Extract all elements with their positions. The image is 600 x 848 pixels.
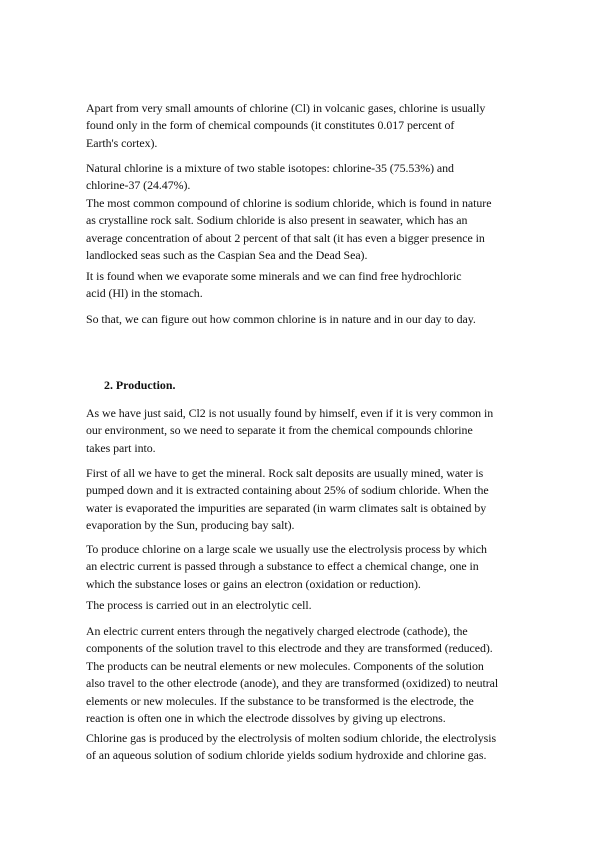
text-line: It is found when we evaporate some minerals and we can find free hydrochloric [86,269,462,283]
text-line: Earth's cortex). [86,135,158,150]
text-line: As we have just said, Cl2 is not usually found by himself, even if it is very common in [86,406,494,420]
text-line: landlocked seas such as the Caspian Sea and the Dead Sea). [86,248,368,263]
text-line: an electric current is passed through a substance to effect a chemical change, one in [86,559,479,574]
text-line: chlorine-37 (24.47%). [86,178,191,193]
paragraph-mining [86,465,516,535]
text-line: takes part into. [86,440,156,455]
text-line: The most common compound of chlorine is sodium chloride, which is found in nature [86,195,492,210]
text-line: acid (Hl) in the stomach. [86,286,203,301]
text-line: reaction is often one in which the electrode dissolves by giving up electrons. [86,711,446,726]
text-line: components of the solution travel to this electrode and they are transformed (reduced). [86,641,493,656]
text-line: our environment, so we need to separate it from the chemical compounds chlorine [86,423,473,438]
paragraph-chlorine-gas [86,730,516,765]
text-line: as crystalline rock salt. Sodium chloride is also present in seawater, which has an [86,213,468,228]
text-line: An electric current enters through the negatively charged electrode (cathode), the [86,624,468,638]
text-line: average concentration of about 2 percent of that salt (it has even a bigger presence in [86,230,485,245]
paragraph-electrodes [86,623,516,727]
text-line: Natural chlorine is a mixture of two stable isotopes: chlorine-35 (75.53%) and [86,161,454,175]
paragraph-chlorine-occurrence [86,100,516,152]
paragraph-chlorine-isotopes [86,160,516,264]
text-line: Chlorine gas is produced by the electrolysis of molten sodium chloride, the electrolysis [86,731,497,745]
text-line: The process is carried out in an electrolytic cell. [86,598,312,612]
text-line: found only in the form of chemical compounds (it constitutes 0.017 percent of [86,118,455,133]
text-line: elements or new molecules. If the substance to be transformed is the electrode, the [86,693,474,708]
text-line: of an aqueous solution of sodium chloride yields sodium hydroxide and chlorine gas. [86,748,487,763]
paragraph-electrolytic-cell [86,597,516,614]
text-line: Apart from very small amounts of chlorine (Cl) in volcanic gases, chlorine is usually [86,101,486,115]
paragraph-hydrochloric-acid [86,268,516,303]
text-line: So that, we can figure out how common chlorine is in nature and in our day to day. [86,312,476,326]
text-line: evaporation by the Sun, producing bay salt). [86,518,295,533]
text-line: which the substance loses or gains an electron (oxidation or reduction). [86,576,421,591]
text-line: pumped down and it is extracted containing about 25% of sodium chloride. When the [86,483,489,498]
text-line: To produce chlorine on a large scale we usually use the electrolysis process by which [86,542,487,556]
text-line: The products can be neutral elements or new molecules. Components of the solution [86,658,484,673]
paragraph-conclusion [86,311,516,328]
text-line: water is evaporated the impurities are separated (in warm climates salt is obtained by [86,500,487,515]
text-line: also travel to the other electrode (anode), and they are transformed (oxidized) to neutral [86,676,499,691]
paragraph-electrolysis [86,541,516,593]
paragraph-separation [86,405,516,457]
text-line: First of all we have to get the mineral. Rock salt deposits are usually mined, water is [86,466,484,480]
section-heading-production: 2. Production. [104,378,176,392]
